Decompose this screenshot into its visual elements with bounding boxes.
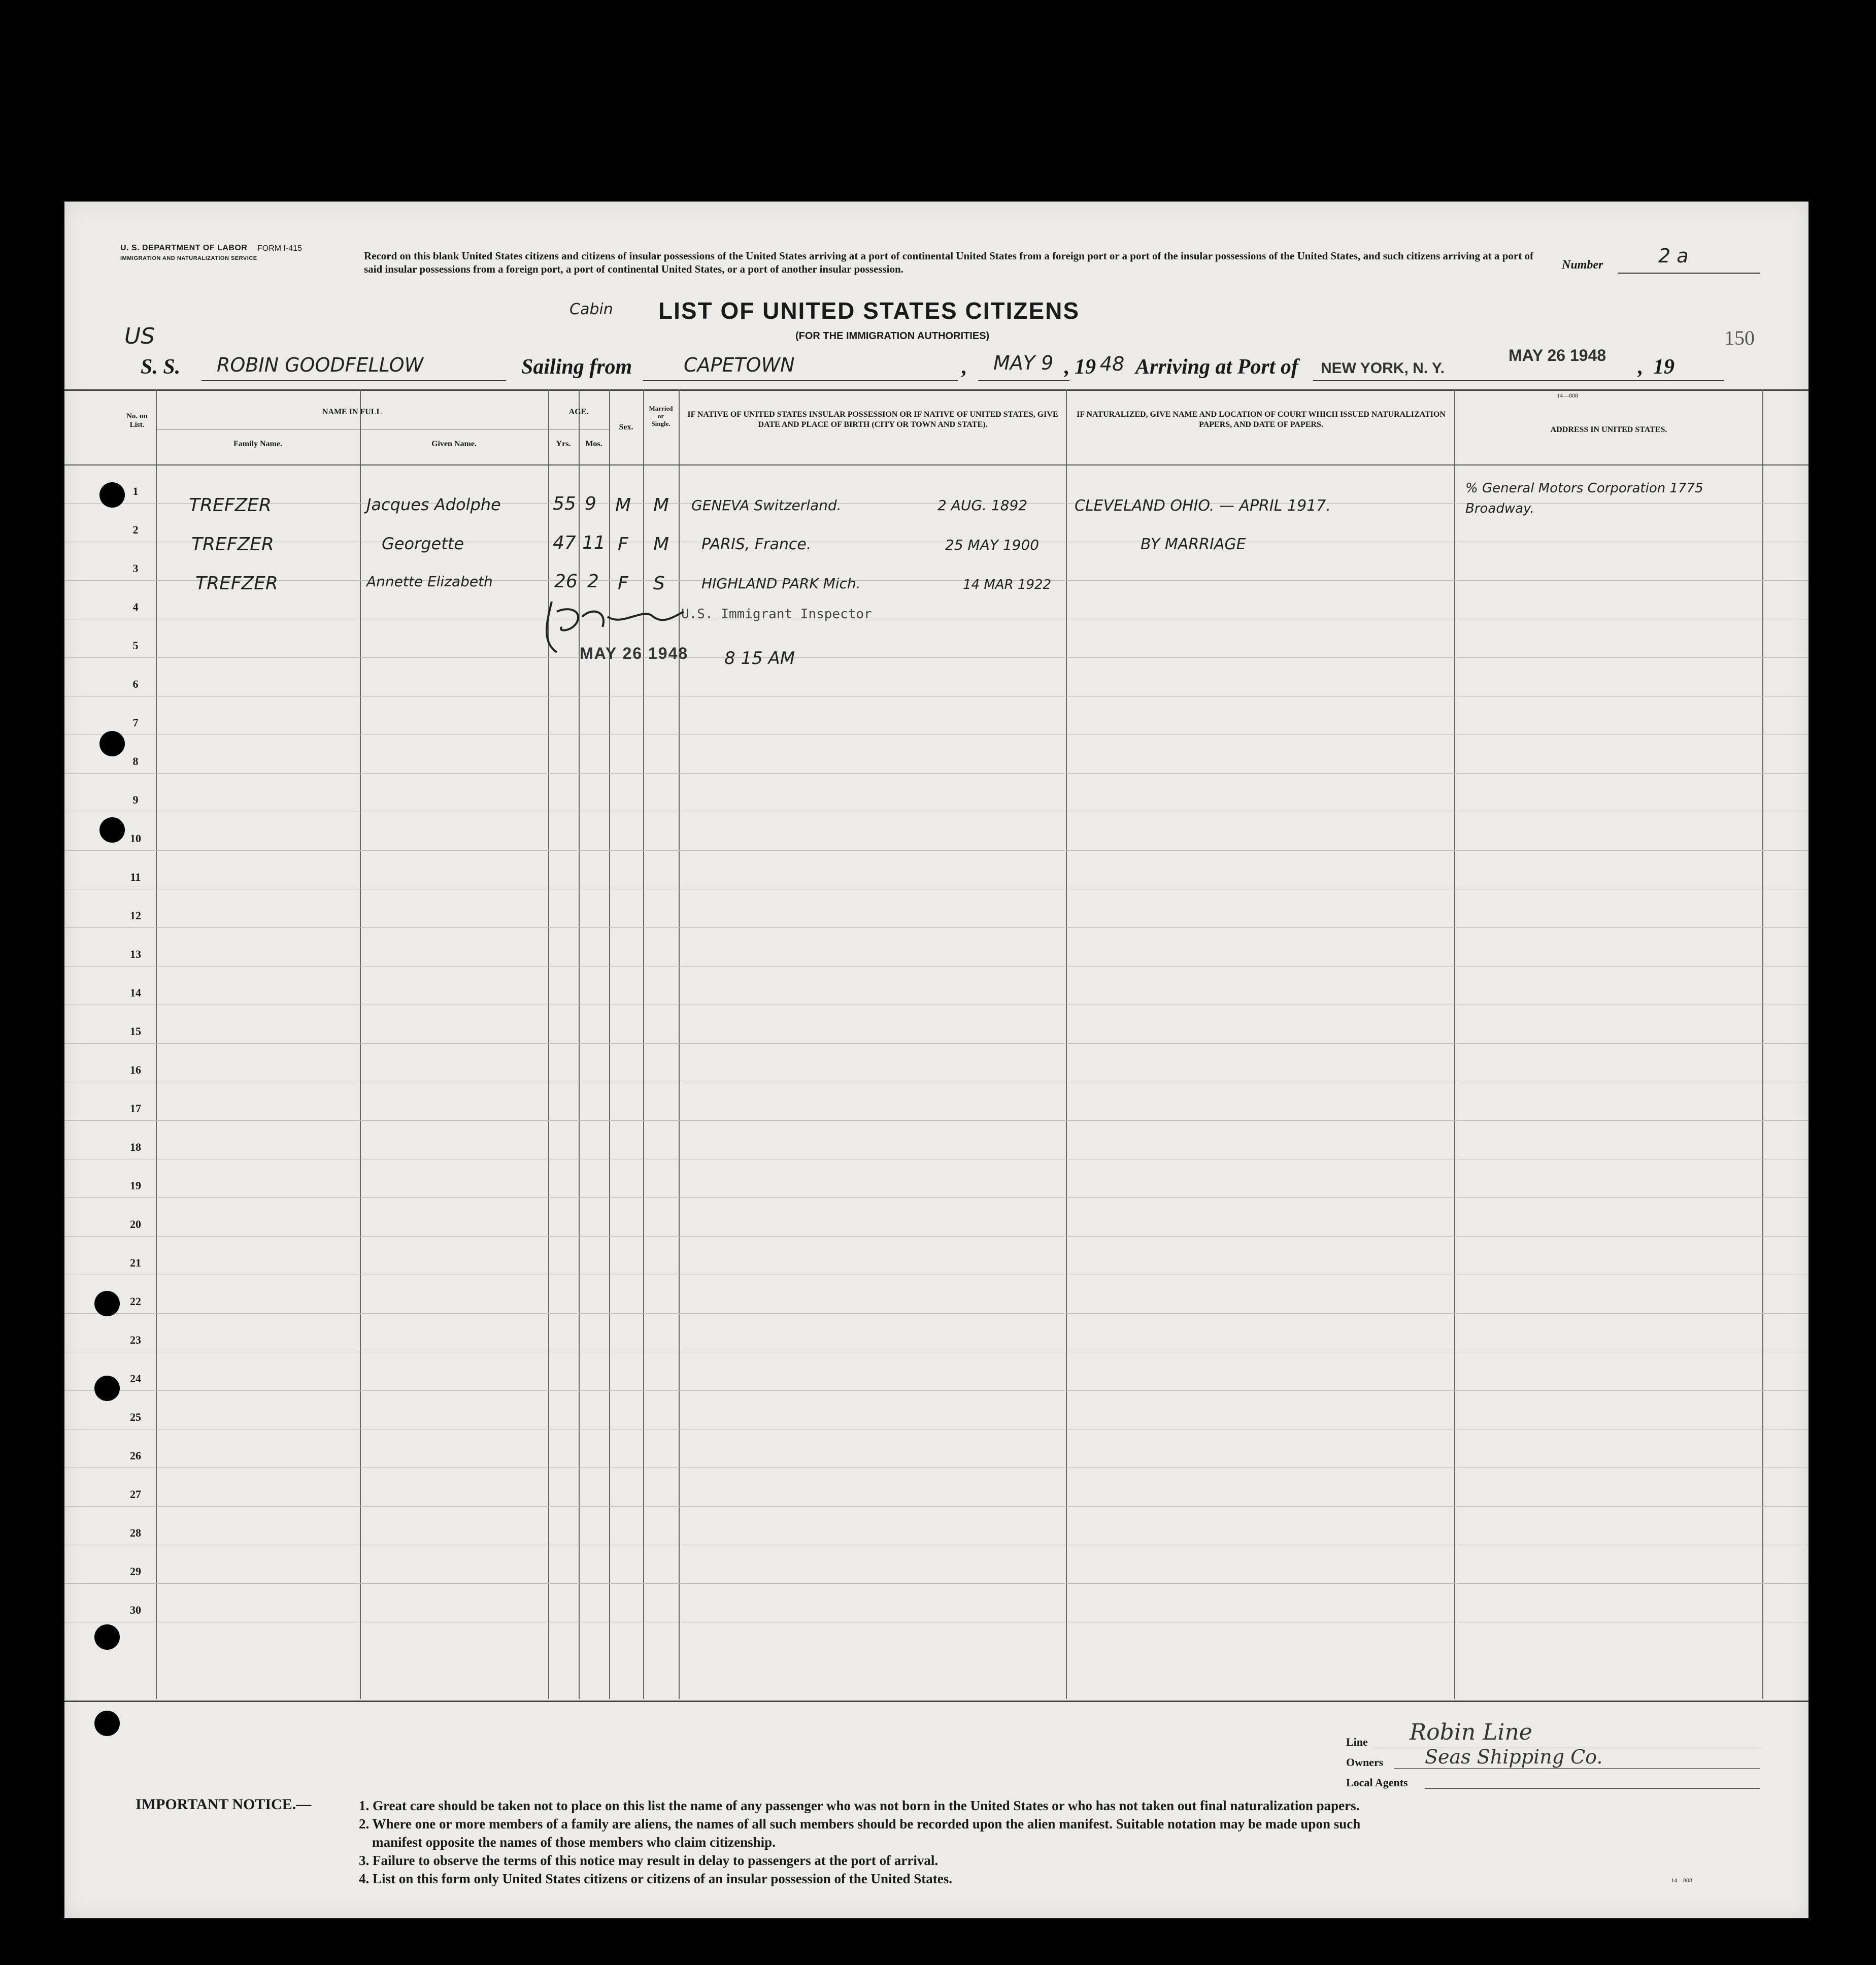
family-name: TREFZER: [195, 573, 278, 594]
row-number: 10: [130, 832, 141, 845]
row-number: 16: [130, 1063, 141, 1076]
row-rule: [64, 1197, 1808, 1198]
row-rule: [64, 1583, 1808, 1584]
row-number: 19: [130, 1179, 141, 1192]
row-number: 15: [130, 1025, 141, 1038]
row-rule: [64, 850, 1808, 851]
punch-hole: [99, 482, 125, 508]
header-bottom-line: [64, 464, 1808, 465]
sailing-label: Sailing from: [521, 355, 632, 379]
row-number: 21: [130, 1256, 141, 1269]
col-divider: [1762, 389, 1763, 1699]
row-number: 9: [132, 793, 139, 806]
row-number: 27: [130, 1488, 141, 1501]
print-code: 14—808: [1671, 1877, 1692, 1884]
row-rule: [64, 1236, 1808, 1237]
birth-place: PARIS, France.: [701, 536, 812, 553]
row-number: 13: [130, 948, 141, 960]
given-name: Jacques Adolphe: [366, 495, 501, 514]
row-number: 14: [130, 986, 141, 999]
row-rule: [64, 773, 1808, 774]
row-number: 8: [132, 755, 139, 768]
birth-date: 25 MAY 1900: [945, 537, 1040, 553]
col-divider: [643, 389, 644, 1699]
row-rule: [64, 1120, 1808, 1121]
port-underline: [1313, 380, 1699, 381]
row-number: 22: [130, 1295, 141, 1308]
sailing-underline: [643, 380, 958, 381]
agents-label: Local Agents: [1346, 1776, 1408, 1789]
row-number: 11: [130, 871, 141, 883]
col-header-no: No. on List.: [126, 412, 148, 429]
page-subtitle: (FOR THE IMMIGRATION AUTHORITIES): [795, 330, 990, 342]
row-number: 30: [130, 1604, 141, 1616]
record-instructions: Record on this blank United States citizens and citizens of insular possessions of the United States arriving at a port of continental United States from a foreign port or a port of the insular possessions of the United States, and such citizens arriving at a port of said insular possessions from a foreign port, a port of continental United States, or a port of another insular possession.: [364, 250, 1533, 275]
row-rule: [64, 580, 1808, 581]
col-header-name: NAME IN FULL: [322, 408, 382, 416]
birth-date: 2 AUG. 1892: [937, 497, 1028, 514]
row-number: 20: [130, 1218, 141, 1230]
marital-status: M: [653, 495, 669, 516]
age-months: 11: [582, 532, 606, 553]
print-code-top: 14—808: [1557, 392, 1578, 399]
notice-title: IMPORTANT NOTICE.—: [136, 1796, 312, 1813]
marital-status: S: [653, 573, 665, 594]
row-number: 4: [132, 601, 139, 613]
row-number: 6: [132, 678, 139, 690]
year-prefix: 19: [1075, 355, 1096, 379]
row-rule: [64, 1313, 1808, 1314]
col-divider: [609, 389, 610, 1699]
col-header-birth: IF NATIVE OF UNITED STATES INSULAR POSSESSION OR IF NATIVE OF UNITED STATES, GIVE DATE AND PLACE OF BIRTH (CITY OR TOWN AND STATE).: [687, 410, 1058, 429]
notice-item: manifest opposite the names of those members who claim citizenship.: [372, 1835, 776, 1850]
col-header-address: ADDRESS IN UNITED STATES.: [1550, 425, 1667, 434]
age-months: 9: [585, 493, 596, 514]
age-years: 47: [553, 532, 576, 553]
col-divider: [360, 389, 361, 1699]
family-name: TREFZER: [191, 534, 274, 555]
punch-hole: [94, 1711, 120, 1736]
comma-3: ,: [1638, 355, 1644, 379]
number-label: Number: [1562, 258, 1603, 272]
ss-label: S. S.: [141, 355, 181, 379]
corner-annotation: US: [124, 323, 155, 349]
col-header-yrs: Yrs.: [556, 440, 571, 448]
row-number: 2: [132, 523, 139, 536]
marital-status: M: [653, 534, 669, 555]
row-number: 1: [132, 485, 139, 497]
birth-place: GENEVA Switzerland.: [691, 497, 842, 514]
year-underline: [1679, 380, 1724, 381]
given-name: Georgette: [382, 534, 464, 553]
sail-date: MAY 9: [993, 352, 1054, 374]
owners-underline: [1394, 1768, 1760, 1769]
agents-underline: [1425, 1788, 1760, 1789]
date-underline: [978, 380, 1069, 381]
sex: F: [618, 573, 628, 594]
arrival-date-stamp: MAY 26 1948: [1509, 346, 1606, 364]
line-value: Robin Line: [1410, 1719, 1532, 1745]
row-number: 18: [130, 1141, 141, 1153]
notice-item: 3. Failure to observe the terms of this notice may result in delay to passengers at the port of arrival.: [359, 1853, 939, 1868]
row-number: 24: [130, 1372, 141, 1385]
number-underline: [1618, 273, 1760, 274]
birth-date: 14 MAR 1922: [963, 577, 1052, 592]
inspection-date-stamp: MAY 26 1948: [580, 644, 689, 662]
department-block: [120, 243, 257, 263]
col-divider: [579, 389, 580, 1699]
row-number: 17: [130, 1102, 141, 1115]
age-years: 26: [554, 571, 578, 592]
row-rule: [64, 1043, 1808, 1044]
ship-name: ROBIN GOODFELLOW: [217, 354, 424, 376]
col-header-mos: Mos.: [585, 440, 602, 448]
naturalization: BY MARRIAGE: [1141, 536, 1246, 553]
manifest-sheet: [64, 202, 1808, 1918]
age-years: 55: [553, 493, 576, 514]
row-rule: [64, 966, 1808, 967]
owners-label: Owners: [1346, 1756, 1384, 1769]
row-number: 28: [130, 1526, 141, 1539]
row-number: 7: [132, 716, 139, 729]
arriving-label: Arriving at Port of: [1135, 355, 1298, 379]
col-header-naturalized: IF NATURALIZED, GIVE NAME AND LOCATION OF COURT WHICH ISSUED NATURALIZATION PAPERS, AND DATE OF PAPERS.: [1077, 410, 1446, 429]
col-header-married: Married or Single.: [649, 405, 673, 427]
family-name: TREFZER: [189, 495, 272, 516]
notice-item: 4. List on this form only United States citizens or citizens of an insular possession of the United States.: [359, 1871, 953, 1886]
col-header-sex: Sex.: [619, 423, 633, 431]
form-number: FORM I-415: [257, 244, 303, 253]
row-number: 23: [130, 1334, 141, 1346]
row-number: 5: [132, 639, 139, 652]
col-header-family: Family Name.: [233, 440, 282, 448]
owners-value: Seas Shipping Co.: [1425, 1746, 1603, 1768]
inspection-time: 8 15 AM: [724, 648, 795, 669]
port-stamp: NEW YORK, N. Y.: [1321, 360, 1445, 377]
col-divider: [548, 389, 549, 1699]
sex: F: [618, 534, 628, 555]
comma-1: ,: [962, 355, 967, 379]
row-number: 12: [130, 909, 141, 922]
title-annotation: Cabin: [570, 301, 613, 318]
comma-2: ,: [1064, 355, 1070, 379]
notice-item: 1. Great care should be taken not to place on this list the name of any passenger who was not born in the United States or who has not taken out final naturalization papers.: [359, 1798, 1360, 1813]
row-rule: [64, 1390, 1808, 1391]
line-label: Line: [1346, 1736, 1368, 1748]
punch-hole: [94, 1376, 120, 1401]
birth-place: HIGHLAND PARK Mich.: [701, 575, 861, 592]
col-divider: [156, 389, 157, 1699]
row-number: 3: [132, 562, 139, 575]
inspector-stamp: U.S. Immigrant Inspector: [681, 607, 872, 622]
service-name: IMMIGRATION AND NATURALIZATION SERVICE: [120, 255, 257, 261]
ship-underline: [202, 380, 506, 381]
age-months: 2: [587, 571, 599, 592]
punch-hole: [99, 731, 125, 756]
row-rule: [64, 1506, 1808, 1507]
page-number: 150: [1724, 326, 1755, 349]
col-divider: [679, 389, 680, 1699]
manifest-table: [64, 389, 1808, 1702]
page-title: LIST OF UNITED STATES CITIZENS: [658, 297, 1080, 324]
notice-item: 2. Where one or more members of a family are aliens, the names of all such members should be recorded upon the alien manifest. Suitable notation may be made upon such: [359, 1816, 1361, 1831]
col-header-age: AGE.: [568, 408, 589, 416]
col-header-given: Given Name.: [431, 440, 477, 448]
naturalization: CLEVELAND OHIO. — APRIL 1917.: [1075, 497, 1331, 515]
arrival-year-prefix: 19: [1653, 355, 1674, 379]
year-suffix: 48: [1100, 353, 1125, 375]
department-name: U. S. DEPARTMENT OF LABOR: [120, 244, 248, 252]
us-address: % General Motors Corporation 1775 Broadway.: [1465, 481, 1703, 516]
given-name: Annette Elizabeth: [366, 573, 493, 590]
col-divider: [1066, 389, 1067, 1699]
sailing-from: CAPETOWN: [684, 354, 795, 376]
punch-hole: [99, 817, 125, 843]
number-value: 2 a: [1658, 245, 1689, 267]
col-divider: [1454, 389, 1455, 1699]
row-number: 29: [130, 1565, 141, 1578]
row-rule: [64, 927, 1808, 928]
sex: M: [615, 495, 631, 516]
row-rule: [64, 657, 1808, 658]
punch-hole: [94, 1624, 120, 1650]
row-number: 26: [130, 1449, 141, 1462]
punch-hole: [94, 1291, 120, 1316]
row-number: 25: [130, 1411, 141, 1423]
